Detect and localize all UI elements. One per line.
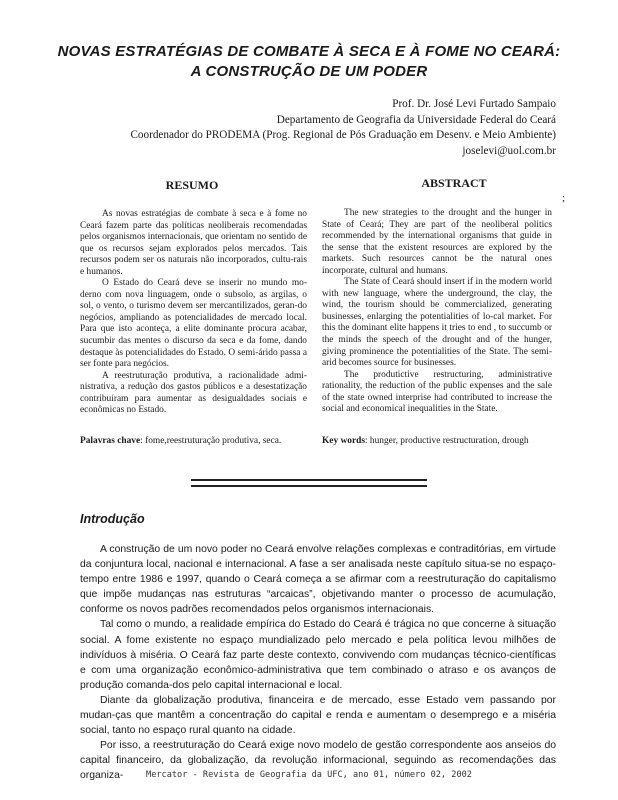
author-coordination: Coordenador do PRODEMA (Prog. Regional de Pós Graduação em Desenv. e Meio Ambiente)	[130, 129, 556, 142]
body-paragraph: Tal como o mundo, a realidade empírica do Estado do Ceará é trágica no que concerne à situação social. A fome existente no espaço mundializado pelo mercado e pela política levou milhões de indivíduos à miséria. O Ceará faz parte deste contexto, convivendo com mudanças técnico-científicas e com uma organização econômico-administrativa que tem combinado o atraso e os avanços de produção comanda-dos pelo capital internacional e local.	[80, 619, 556, 691]
abstract-keywords-values: : hunger, productive restructuration, drough	[364, 436, 529, 446]
article-title	[0, 42, 618, 82]
abstract-body	[322, 208, 552, 416]
body-paragraph: Por isso, a reestruturação do Ceará exige novo modelo de gestão correspondente aos anseios do capital financeiro, da globalização, da revolução informacional, seguindo as recomendações das organiza-	[80, 740, 556, 782]
author-email: joselevi@uol.com.br	[462, 144, 556, 157]
abstract-trailing-mark: ;	[562, 192, 566, 204]
body-paragraph: A construção de um novo poder no Ceará envolve relações complexas e contraditórias, em virtude da conjuntura local, nacional e internacional. A fase a ser analisada neste capítulo situa-se no espaço-tempo entre 1986 e 1997, quando o Ceará começa a se afirmar com a reestruturação do capitalismo que impõe mudanças nas estruturas “arcaicas”, objetivando manter o processo de acumulação, conforme os novos padrões recomendados pelos organismos internacionais.	[80, 544, 556, 616]
resumo-paragraph: O Estado do Ceará deve se inserir no mundo mo-derno com nova linguagem, onde o subsolo, as argilas, o sol, o vento, o turismo devem ser mercantilizados, geran-do negócios, ampliando as potencialidades de mercado local. Para que isto aconteça, a elite dominante procura acabar, sucumbir das mentes o discurso da seca e da fome, dando destaque às potencialidades do Estado. O semi-árido passa a ser fonte para negócios.	[80, 278, 307, 370]
resumo-keywords-label: Palavras chave	[80, 436, 141, 446]
resumo-keywords	[80, 436, 281, 446]
resumo-heading: RESUMO	[165, 178, 219, 192]
page-footer: Mercator - Revista de Geografia da UFC, ano 01, número 02, 2002	[146, 770, 472, 780]
abstract-paragraph: The new strategies to the drought and the hunger in State of Ceará; They are part of the neoliberal politics recommended by the international organisms that guide in the sense that the existent resources are explored by the markets. Such resources cannot be the natural ones incorporate, cultural and humans.	[322, 208, 552, 276]
abstract-keywords	[322, 436, 529, 446]
divider-line	[191, 479, 427, 481]
abstract-paragraph: The produtictive restructuring, administrative rationality, the reduction of the public expenses and the sale of the state owned interprise had contributed to increase the social and economical inequalities in the State.	[322, 369, 552, 415]
author-name: Prof. Dr. José Levi Furtado Sampaio	[392, 98, 556, 110]
introduction-body	[80, 542, 556, 784]
resumo-paragraph: As novas estratégias de combate à seca e à fome no Ceará fazem parte das políticas neoliberais recomendadas pelos organismos internacionais, que orientam no sentido de que os recursos sejam explorados pelos mercados. Tais recursos podem ser os naturais não incorporados, cultu-rais e humanos.	[80, 209, 307, 277]
resumo-body	[80, 209, 307, 417]
resumo-paragraph: A reestruturação produtiva, a racionalidade admi-nistrativa, a redução dos gastos públicos e a desestatização contribuíram para aumentar as desigualdades sociais e econômicas no Estado.	[80, 370, 307, 416]
abstract-keywords-label: Key words	[322, 436, 365, 446]
author-department: Departamento de Geografia da Universidade Federal do Ceará	[276, 113, 556, 126]
author-block	[86, 97, 556, 159]
abstract-paragraph: The State of Ceará should insert if in the modern world with new language, where the underground, the clay, the wind, the tourism should be commercialized, generating businesses, enlarging the potentialities of lo-cal market. For this the dominant elite happens it tries to end , to succumb or the minds the speech of the drought and of the hunger, giving prominence the potentialities of the State. The semi-arid becomes source for businesses.	[322, 277, 552, 369]
resumo-keywords-values: : fome,reestruturação produtiva, seca.	[140, 436, 282, 446]
title-line-1: NOVAS ESTRATÉGIAS DE COMBATE À SECA E À FOME NO CEARÁ:	[57, 43, 561, 60]
divider-line	[191, 485, 427, 487]
title-line-2: A CONSTRUÇÃO DE UM PODER	[190, 63, 428, 80]
abstract-heading: ABSTRACT	[421, 176, 487, 190]
section-heading: Introdução	[80, 512, 145, 526]
body-paragraph: Diante da globalização produtiva, financeira e de mercado, esse Estado vem passando por mudan-ças que mantêm a concentração do capital e renda e aumentam o desemprego e a miséria social, tanto no espaço rural quanto na cidade.	[80, 694, 556, 737]
